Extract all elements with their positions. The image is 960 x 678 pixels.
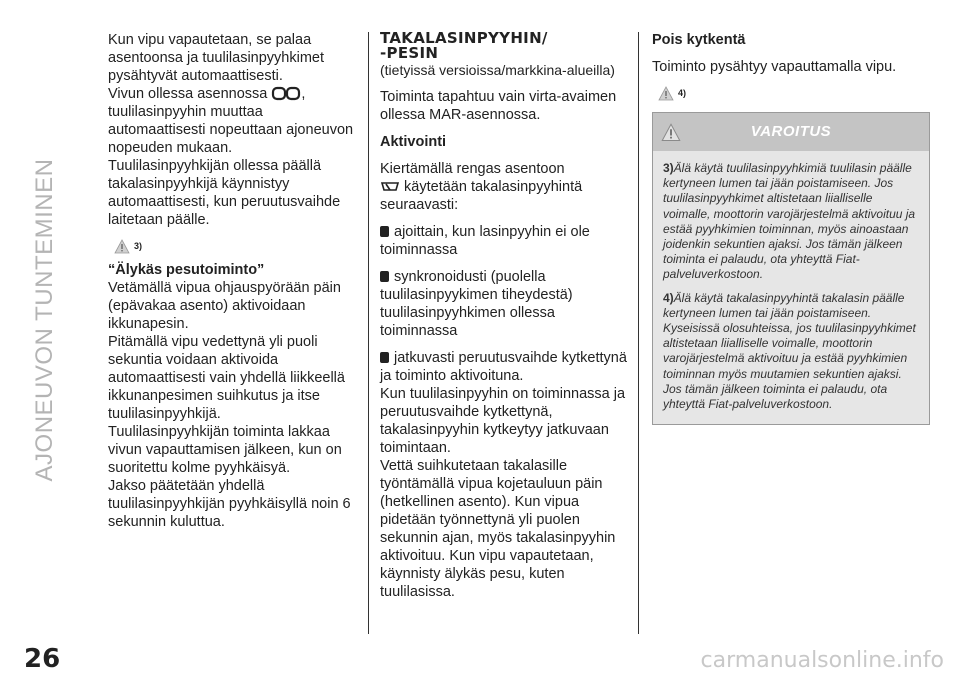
warning-item: 4)Älä käytä takalasinpyyhintä takalasin päälle kertyneen lumen tai jään poistamiseen. Kyseisissä olosuhteissa, jos tuulilasinpyyhkimet altistetaan liialliselle voimalle, moottorin varojärjestelmä aktivoituu ja estää pyyhkimien toiminnan myös muutamien sekuntien ajaksi. Jos tämän jälkeen toiminta ei palaudu, ota yhteyttä Fiat-palveluverkostoon. [663,290,916,412]
subheading: “Älykäs pesutoiminto” [108,262,265,278]
paragraph: Kun vipu vapautetaan, se palaa asentoonsa ja tuulilasinpyyhkimet pysähtyvät automaattisesti. [108,32,325,84]
paragraph: Toiminta tapahtuu vain virta-avaimen ollessa MAR-asennossa. [380,89,617,123]
column-2 [380,31,628,601]
column-divider [638,32,639,634]
warning-triangle-icon [658,86,674,102]
subheading: Pois kytkentä [652,32,746,48]
rear-wiper-icon [380,180,400,194]
paragraph: Pitämällä vipu vedettynä yli puoli sekuntia voidaan aktivoida automaattisesti vain yhdellä liikkeellä ikkunanpesimen suihkutus ja itse tuulilasinpyyhkijä. [108,334,345,422]
column-1 [108,31,356,531]
bullet-square-icon [380,352,389,363]
availability-note: (tietyissä versioissa/markkina-alueilla) [380,62,615,78]
bullet-item: ajoittain, kun lasinpyyhin ei ole toiminnassa [380,224,590,258]
column-3 [652,31,928,425]
paragraph: Vettä suihkutetaan takalasille työntämällä vipua kojetauluun päin (hetkellinen asento). Kun vipua pidetään työnnettynä yli puolen sekunnin ajan, myös takalasinpyyhin aktivoituu. Kun vipu vapautetaan, käynnisty älykäs pesu, kuten tuulilasissa. [380,458,616,600]
warning-reference: 3) [114,233,356,255]
paragraph: Jakso päätetään yhdellä tuulilasinpyyhkijän pyyhkäisyllä noin 6 sekunnin kuluttua. [108,478,351,530]
warning-body [653,151,929,424]
bullet-square-icon [380,226,389,237]
warning-triangle-icon [661,123,681,143]
bullet-item: jatkuvasti peruutusvaihde kytkettynä ja toiminto aktivoituna. [380,350,627,384]
warning-box [652,112,930,425]
warning-triangle-icon [114,239,130,255]
auto-wiper-icon [271,86,301,101]
paragraph: Tuulilasinpyyhkijän ollessa päällä takalasinpyyhkijä käynnistyy automaattisesti, kun peruutusvaihde laitetaan päälle. [108,158,341,228]
bullet-square-icon [380,271,389,282]
bullet-item: synkronoidusti (puolella tuulilasinpyykimen tiheydestä) tuulilasinpyyhkimen ollessa toiminnassa [380,269,573,339]
section-title: -PESIN [380,44,439,62]
warning-title: VAROITUS [750,123,832,140]
paragraph: Vetämällä vipua ohjauspyörään päin (epävakaa asento) aktivoidaan ikkunapesin. [108,280,341,332]
paragraph: Kiertämällä rengas asentoon käytetään takalasinpyyhintä seuraavasti: [380,161,583,213]
section-title: TAKALASINPYYHIN/ [380,29,548,47]
warning-header [653,113,929,151]
column-divider [368,32,369,634]
watermark: carmanualsonline.info [700,648,944,673]
warning-item: 3)Älä käytä tuulilasinpyyhkimiä tuulilasin päälle kertyneen lumen tai jään poistamiseen. Jos tuulilasinpyyhkimet altistetaan liialliselle voimalle, moottorin varojärjestelmä aktivoituu ja estää pyyhkimien toiminnan, myös ainoastaan joidenkin sekuntien ajaksi. Jos tämän jälkeen toiminta ei palaudu, ota yhteyttä Fiat-palveluverkostoon. [663,161,916,282]
subheading: Aktivointi [380,134,447,150]
paragraph: Kun tuulilasinpyyhin on toiminnassa ja peruutusvaihde kytkettynä, takalasinpyyhin kytkeytyy jatkuvaan toimintaan. [380,386,626,456]
paragraph: Vivun ollessa asennossa , tuulilasinpyyhin muuttaa automaattisesti nopeuttaan ajoneuvon nopeuden mukaan. [108,86,354,156]
warning-reference: 4) [658,80,928,102]
paragraph: Tuulilasinpyyhkijän toiminta lakkaa vivun vapauttamisen jälkeen, kun on suoritettu kolme pyyhkäisyä. [108,424,342,476]
paragraph: Toiminto pysähtyy vapauttamalla vipu. [652,59,897,75]
page-number: 26 [24,644,61,674]
section-header: AJONEUVON TUNTEMINEN [31,158,58,482]
